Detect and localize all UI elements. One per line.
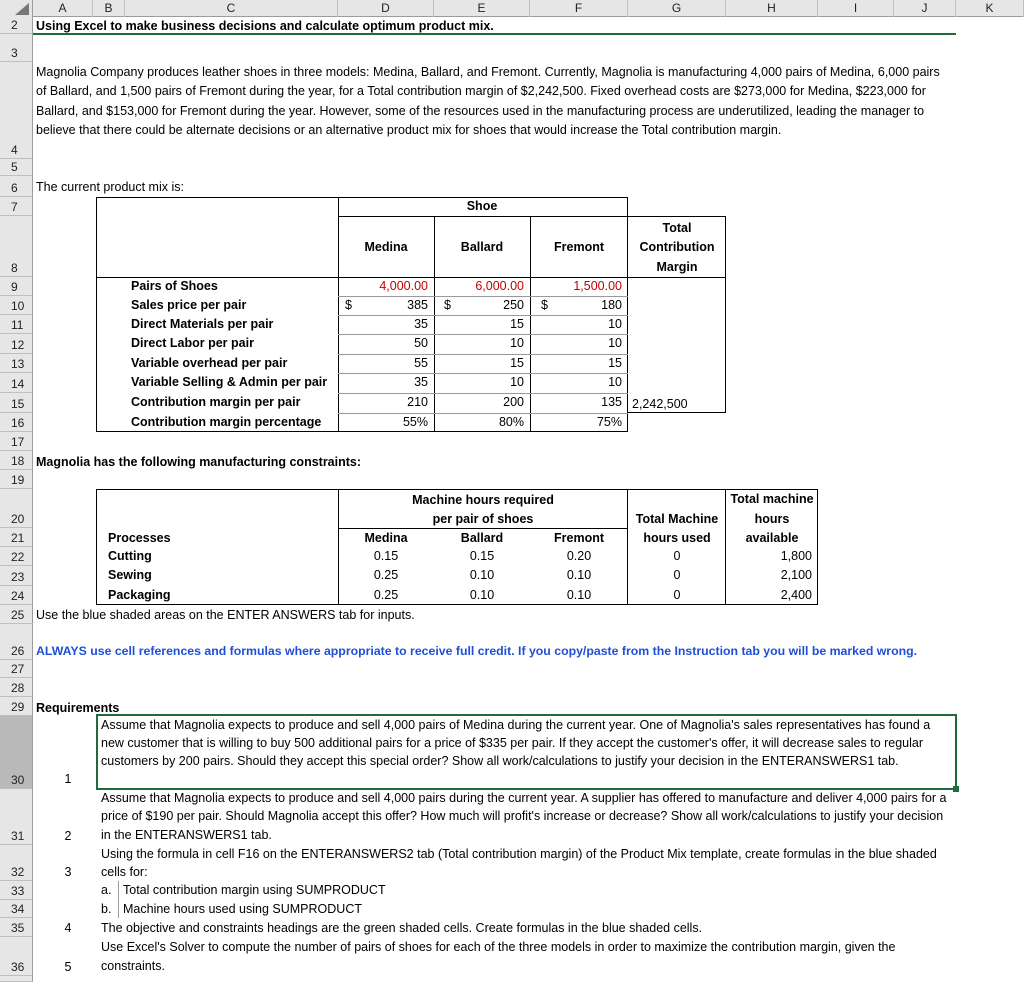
mh-header-2[interactable]: per pair of shoes [432, 512, 534, 526]
product-row-value[interactable]: 180 [601, 298, 622, 312]
row-header[interactable]: 26 [0, 624, 33, 660]
row-header[interactable]: 8 [0, 216, 33, 277]
currency-symbol: $ [444, 298, 451, 312]
row-header[interactable]: 4 [0, 62, 33, 159]
row-header[interactable]: 20 [0, 489, 33, 528]
tma-header-3[interactable]: available [745, 531, 799, 545]
machine-hours-value[interactable]: 0.15 [373, 549, 399, 563]
product-row-label[interactable]: Variable overhead per pair [131, 356, 288, 370]
column-header-a[interactable]: A [33, 0, 93, 17]
product-row-value[interactable]: 10 [510, 375, 524, 389]
row-header[interactable]: 17 [0, 432, 33, 451]
fill-handle[interactable] [953, 786, 959, 792]
product-row-value[interactable]: 210 [407, 395, 428, 409]
row-header-selected[interactable]: 30 [0, 716, 33, 789]
row-header[interactable]: 18 [0, 451, 33, 470]
row-header[interactable]: 35 [0, 918, 33, 937]
row-header[interactable]: 16 [0, 413, 33, 432]
select-all-corner[interactable] [0, 0, 33, 17]
product-row-label[interactable]: Contribution margin percentage [131, 415, 322, 429]
shoe-header[interactable]: Shoe [466, 199, 498, 213]
req3-text[interactable]: Using the formula in cell F16 on the ENTERANSWERS2 tab (Total contribution margin) of the Product Mix template, create formulas in the blue shaded cells for: [101, 847, 937, 880]
process-label[interactable]: Sewing [108, 568, 152, 582]
req3a-text[interactable]: Total contribution margin using SUMPRODUCT [123, 883, 386, 897]
row-header[interactable]: 32 [0, 845, 33, 881]
row-header[interactable]: 34 [0, 900, 33, 918]
product-row-value[interactable]: 55 [414, 356, 428, 370]
row-header[interactable]: 23 [0, 566, 33, 586]
product-row-value[interactable]: 15 [510, 356, 524, 370]
row-header[interactable]: 15 [0, 393, 33, 413]
product-row-value[interactable]: 15 [510, 317, 524, 331]
tmu-header-2[interactable]: hours used [643, 531, 711, 545]
req5-text[interactable]: Use Excel's Solver to compute the number of pairs of shoes for each of the three models in order to maximize the contribution margin, given the constraints. [101, 940, 896, 973]
column-header-i[interactable]: I [818, 0, 894, 17]
req2-text[interactable]: Assume that Magnolia expects to produce and sell 4,000 pairs during the current year. A supplier has offered to manufacture and deliver 4,000 pairs for a price of $190 per pair. Should Magnolia accept this offer? How much will profit's increase or decrease? Show all work/calculations to justify your decision in the ENTERANSWERS1 tab. [101, 791, 947, 842]
product-row-label[interactable]: Direct Materials per pair [131, 317, 274, 331]
row-header[interactable]: 14 [0, 373, 33, 393]
requirements-label[interactable]: Requirements [36, 701, 120, 715]
mh-header-1[interactable]: Machine hours required [412, 493, 554, 507]
intro-paragraph[interactable]: Magnolia Company produces leather shoes in three models: Medina, Ballard, and Fremont. Currently, Magnolia is manufacturing 4,000 pairs of Medina, 6,000 pairs of Ballard, and 1,500 pairs of Fremont during the year, for a Total contribution margin of $2,242,500. Fixed overhead costs are $273,000 for Medina, $223,000 for Ballard, and $153,000 for Fremont during the year. However, some of the resources used in the manufacturing process are underutilized, leading the manager to believe that there could be alternate decisions or an alternative product mix for shoes that would increase the Total contribution margin. [36, 65, 940, 138]
machine-hours-value[interactable]: 0.25 [373, 568, 399, 582]
product-row-value[interactable]: 10 [510, 336, 524, 350]
column-header-d[interactable]: D [338, 0, 434, 17]
constraints-title[interactable]: Magnolia has the following manufacturing constraints: [36, 455, 362, 469]
req3b-letter: b. [101, 902, 112, 916]
hours-used-value[interactable]: 0 [673, 588, 681, 602]
row-header[interactable]: 5 [0, 159, 33, 176]
process-label[interactable]: Cutting [108, 549, 152, 563]
fremont-header[interactable]: Fremont [554, 240, 604, 254]
hours-available-value[interactable]: 2,100 [780, 568, 812, 582]
hours-used-value[interactable]: 0 [673, 568, 681, 582]
hours-used-value[interactable]: 0 [673, 549, 681, 563]
product-row-value[interactable]: 80% [498, 415, 524, 429]
product-row-value[interactable]: 35 [414, 317, 428, 331]
row-header[interactable]: 27 [0, 660, 33, 678]
t2-medina-header[interactable]: Medina [364, 531, 408, 545]
column-header-c[interactable]: C [125, 0, 338, 17]
product-row-value[interactable]: 50 [414, 336, 428, 350]
product-row-value[interactable]: 4,000.00 [379, 279, 428, 293]
ballard-header[interactable]: Ballard [460, 240, 504, 254]
t2-fremont-header[interactable]: Fremont [554, 531, 604, 545]
req3a-letter: a. [101, 883, 112, 897]
row-header[interactable]: 25 [0, 605, 33, 624]
column-header-f[interactable]: F [530, 0, 628, 17]
active-cell-selection[interactable] [96, 714, 957, 790]
total-cm-header[interactable]: Total Contribution Margin [639, 221, 715, 274]
hours-available-value[interactable]: 1,800 [780, 549, 812, 563]
row-header[interactable]: 6 [0, 176, 33, 197]
currency-symbol: $ [541, 298, 548, 312]
process-label[interactable]: Packaging [108, 588, 171, 602]
product-row-label[interactable]: Sales price per pair [131, 298, 247, 312]
sheet-title[interactable]: Using Excel to make business decisions and calculate optimum product mix. [36, 19, 494, 33]
column-header-k[interactable]: K [956, 0, 1024, 17]
row-header[interactable]: 9 [0, 277, 33, 296]
currency-symbol: $ [345, 298, 352, 312]
product-row-label[interactable]: Contribution margin per pair [131, 395, 301, 409]
req4-text[interactable]: The objective and constraints headings are the green shaded cells. Create formulas in the blue shaded cells. [101, 921, 703, 935]
product-row-value[interactable]: 35 [414, 375, 428, 389]
tma-header-2[interactable]: hours [754, 512, 790, 526]
row-header[interactable]: 24 [0, 586, 33, 605]
req2-number: 2 [64, 829, 72, 843]
column-header-j[interactable]: J [894, 0, 956, 17]
row-header[interactable]: 10 [0, 296, 33, 315]
always-note[interactable]: ALWAYS use cell references and formulas where appropriate to receive full credit. If you copy/paste from the Instruction tab you will be marked wrong. [36, 644, 918, 658]
req5-number: 5 [64, 960, 72, 974]
row-header[interactable]: 11 [0, 315, 33, 334]
req1-number: 1 [64, 772, 72, 786]
product-row-value[interactable]: 200 [503, 395, 524, 409]
row-header[interactable]: 28 [0, 678, 33, 697]
product-row-value[interactable]: 385 [407, 298, 428, 312]
row-header[interactable]: 3 [0, 34, 33, 62]
machine-hours-value[interactable]: 0.10 [566, 588, 592, 602]
product-row-label[interactable]: Variable Selling & Admin per pair [131, 375, 328, 389]
machine-hours-value[interactable]: 0.10 [566, 568, 592, 582]
row-header[interactable]: 13 [0, 354, 33, 373]
req1-text[interactable]: Assume that Magnolia expects to produce and sell 4,000 pairs of Medina during the current year. One of Magnolia's sales representatives has found a new customer that is willing to buy 500 additional pairs for a price of $335 per pair. If they accept the customer's offer, it will decrease sales to regular customers by 200 pairs. Should they accept this special order? Show all work/calculations to justify your decision in the ENTERANSWERS1 tab. [101, 718, 931, 769]
hours-available-value[interactable]: 2,400 [780, 588, 812, 602]
row-header[interactable]: 12 [0, 334, 33, 354]
t2-ballard-header[interactable]: Ballard [460, 531, 504, 545]
product-row-value[interactable]: 10 [608, 375, 622, 389]
req3-number: 3 [64, 865, 72, 879]
row-header[interactable]: 19 [0, 470, 33, 489]
medina-header[interactable]: Medina [364, 240, 408, 254]
blue-note[interactable]: Use the blue shaded areas on the ENTER ANSWERS tab for inputs. [36, 608, 415, 622]
processes-label[interactable]: Processes [108, 531, 171, 545]
total-cm-value[interactable]: 2,242,500 [632, 397, 688, 411]
product-row-value[interactable]: 55% [402, 415, 428, 429]
row-header[interactable]: 31 [0, 789, 33, 845]
row-header[interactable]: 2 [0, 17, 33, 34]
product-row-value[interactable]: 75% [596, 415, 622, 429]
product-row-value[interactable]: 10 [608, 317, 622, 331]
row-header[interactable]: 22 [0, 547, 33, 566]
machine-hours-value[interactable]: 0.10 [469, 588, 495, 602]
product-row-value[interactable]: 6,000.00 [475, 279, 524, 293]
column-header-h[interactable]: H [726, 0, 818, 17]
product-row-value[interactable]: 135 [601, 395, 622, 409]
machine-hours-value[interactable]: 0.25 [373, 588, 399, 602]
machine-hours-value[interactable]: 0.20 [566, 549, 592, 563]
column-header-g[interactable]: G [628, 0, 726, 17]
product-row-value[interactable]: 10 [608, 336, 622, 350]
row-header[interactable]: 7 [0, 197, 33, 216]
machine-hours-value[interactable]: 0.15 [469, 549, 495, 563]
current-mix-label[interactable]: The current product mix is: [36, 180, 184, 194]
req3b-text[interactable]: Machine hours used using SUMPRODUCT [123, 902, 362, 916]
column-header-b[interactable]: B [93, 0, 125, 17]
product-row-value[interactable]: 15 [608, 356, 622, 370]
row-header-partial[interactable] [0, 976, 33, 982]
tmu-header-1[interactable]: Total Machine [635, 512, 719, 526]
tma-header-1[interactable]: Total machine [730, 492, 814, 506]
row-header[interactable]: 36 [0, 937, 33, 976]
row-header[interactable]: 29 [0, 697, 33, 716]
product-row-value[interactable]: 1,500.00 [573, 279, 622, 293]
product-row-value[interactable]: 250 [503, 298, 524, 312]
machine-hours-value[interactable]: 0.10 [469, 568, 495, 582]
column-header-e[interactable]: E [434, 0, 530, 17]
product-row-label[interactable]: Direct Labor per pair [131, 336, 254, 350]
row-header[interactable]: 21 [0, 528, 33, 547]
row-header[interactable]: 33 [0, 881, 33, 900]
req4-number: 4 [64, 921, 72, 935]
product-row-label[interactable]: Pairs of Shoes [131, 279, 218, 293]
